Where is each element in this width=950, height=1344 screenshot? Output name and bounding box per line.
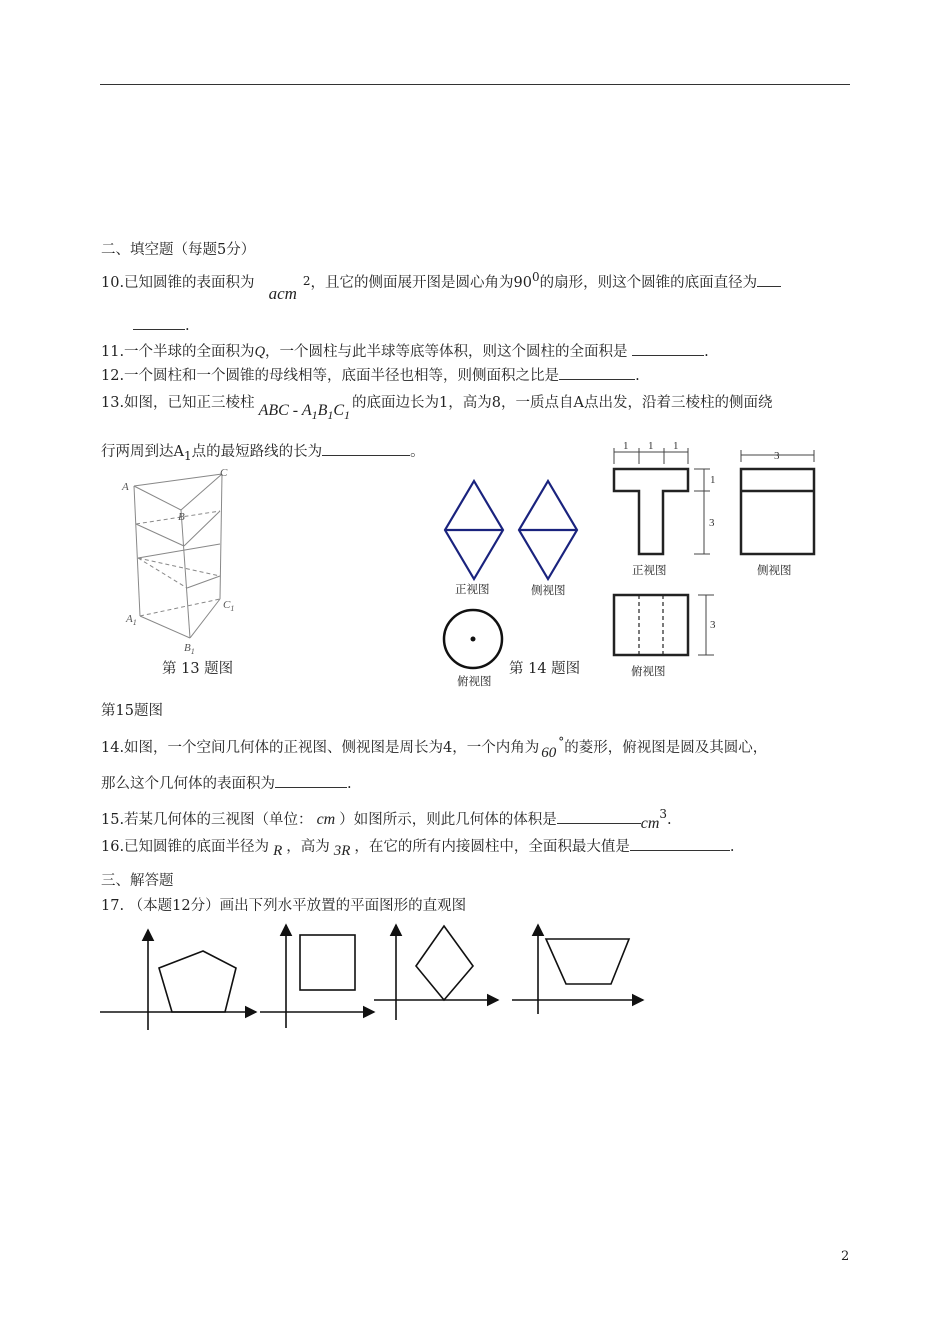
label-c1: $C_1$	[223, 599, 235, 613]
question-13-line2: 行两周到达$A_1$点的最短路线的长为 。	[101, 441, 425, 465]
question-14: 14.如图，一个空间几何体的正视图、侧视图是周长为4，一个内角为 60°的菱形，俯视图是圆及其圆心，	[101, 735, 768, 761]
question-12: 12.一个圆柱和一个圆锥的母线相等，底面半径也相等，则侧面积之比是 .	[101, 365, 640, 385]
figure-14-top-label: 俯视图	[457, 674, 492, 688]
dim-top-1: 1	[623, 440, 629, 452]
figure-15-caption: 第15题图	[101, 703, 163, 719]
question-17: 17. （本题12分）画出下列水平放置的平面图形的直观图	[101, 898, 467, 914]
label-b: B	[178, 511, 185, 523]
dim-height-3: 3	[710, 619, 716, 631]
dim-height-2: 3	[709, 517, 715, 529]
figure-13-caption: 第 13 题图	[162, 661, 234, 677]
question-16: 16.已知圆锥的底面半径为 R ，高为 3R ，在它的所有内接圆柱中，全面积最大值是 .	[101, 836, 735, 856]
section-heading-3: 三、解答题	[101, 873, 174, 889]
figure-15-front-label: 正视图	[632, 563, 667, 577]
figure-14-side-label: 侧视图	[531, 583, 566, 597]
figure-15-top-label: 俯视图	[631, 664, 666, 678]
figure-14-caption: 第 14 题图	[509, 661, 581, 677]
question-10-blank: .	[133, 315, 190, 335]
figure-13-prism	[110, 466, 250, 656]
label-b1: $B_1$	[184, 642, 195, 656]
dim-side-width: 3	[774, 450, 780, 462]
question-14-line2: 那么这个几何体的表面积为 .	[101, 773, 352, 793]
question-11: 11.一个半球的全面积为Q，一个圆柱与此半球等底等体积，则这个圆柱的全面积是 .	[101, 341, 709, 361]
label-a1: $A_1$	[126, 613, 137, 627]
dim-top-2: 1	[648, 440, 654, 452]
figure-14-front-label: 正视图	[455, 582, 490, 596]
label-a: A	[122, 481, 129, 493]
question-10: 10.已知圆锥的表面积为acm$^2$，且它的侧面展开图是圆心角为$90^0$的扇形，则这个圆锥的底面直径为	[101, 268, 781, 292]
label-c: C	[220, 467, 228, 479]
page-number: 2	[841, 1249, 850, 1264]
dim-top-3: 1	[673, 440, 679, 452]
header-rule	[100, 84, 850, 85]
dim-height-1: 1	[710, 474, 716, 486]
section-heading: 二、填空题（每题5分）	[101, 242, 256, 258]
figure-15-side-label: 侧视图	[757, 563, 792, 577]
question-13: 13.如图，已知正三棱柱 ABC - $A_1B_1C_1$的底面边长为1，高为8，一质点自A点出发，沿着三棱柱的侧面绕	[101, 395, 773, 423]
figure-15-views	[606, 438, 826, 678]
question-15: 15.若某几何体的三视图（单位： cm ）如图所示，则此几何体的体积是 $cm^3$.	[101, 807, 672, 832]
question-17-figures	[98, 920, 658, 1035]
